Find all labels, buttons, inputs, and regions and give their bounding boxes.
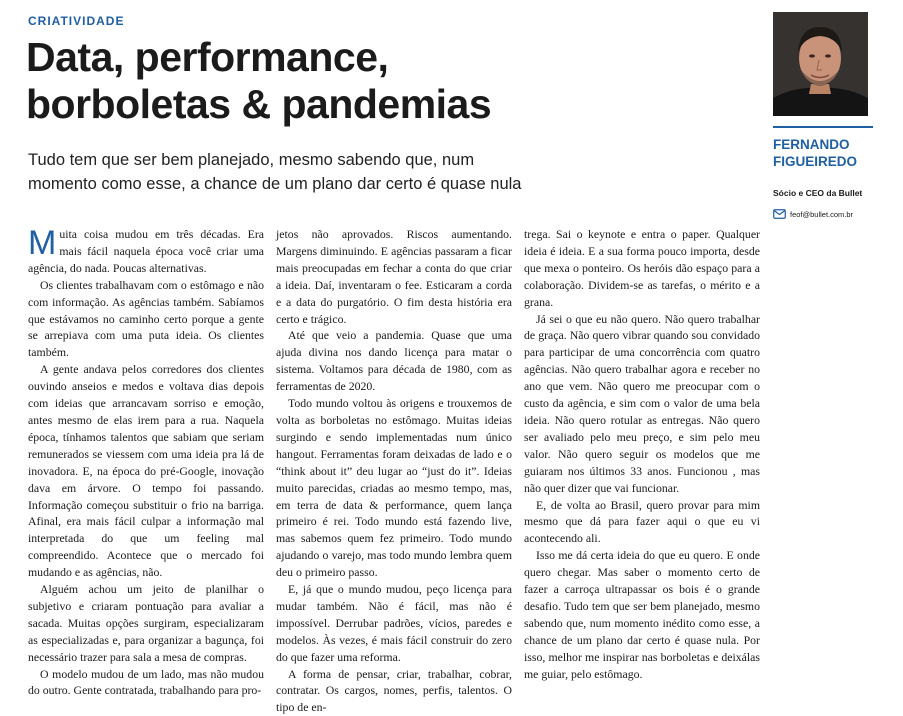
author-role: Sócio e CEO da Bullet [773, 188, 863, 198]
paragraph-7: Até que veio a pandemia. Quase que uma ajuda divina nos dando licença para matar o sistema. Voltamos para década de 1980, com as ferramentas de 2020. [276, 328, 512, 394]
paragraph-9: E, já que o mundo mudou, peço licença para mudar também. Não é fácil, mas não é impossível. Derrubar padrões, vícios, paredes e modelos. Às vezes, é mais fácil construir do zero do que fazer uma reforma. [276, 582, 512, 664]
paragraph-1-text: uita coisa mudou em três décadas. Era mais fácil naquela época você criar uma agência, do nada. Poucas alternativas. [28, 227, 264, 275]
drop-cap: M [28, 224, 57, 262]
title-line-1: Data, performance, [26, 34, 389, 80]
article-column-2 [276, 226, 512, 715]
author-first-name: FERNANDO [773, 137, 850, 152]
paragraph-14: Isso me dá certa ideia do que eu quero. E onde quero chegar. Mas saber o momento certo de fazer a carroça ultrapassar os bois é o grande desafio. Tudo tem que ser bem planejado, mesmo sabendo que, num momento inédito como esse, a chance de um plano dar certo é quase nula. Por isso, melhor me inspirar nas borboletas e deixálas me guiar, pelo estômago. [524, 548, 760, 681]
paragraph-6: jetos não aprovados. Riscos aumentando. Margens diminuindo. E agências passaram a ficar mais preocupadas em fechar a conta do que criar a ideia. Daí, inventaram o fee. Esticaram a corda e a data do purgatório. O fim desta história era certo e trágico. [276, 227, 512, 326]
subtitle-line-2: momento como esse, a chance de um plano dar certo é quase nula [28, 175, 522, 193]
article-column-1 [28, 224, 264, 698]
paragraph-8: Todo mundo voltou às origens e trouxemos de volta as borboletas no estômago. Muitas ideias surgindo e sendo implementadas num único hangout. Ferramentas foram deixadas de lado e o “think about it” deu lugar ao “just do it”. Ideias muito parecidas, criadas ao mesmo tempo, mas, em terra de data & performance, quem lança primeiro é rei. Todo mundo está fazendo live, mas sabemos quem fez primeiro. Todo mundo ajudando o varejo, mas todo mundo lembra quem deu o primeiro passo. [276, 396, 512, 580]
article-title [26, 34, 746, 128]
section-label: CRIATIVIDADE [28, 14, 125, 28]
paragraph-4: Alguém achou um jeito de planilhar o subjetivo e criaram pontuação para avaliar a sacada. Muitas opções surgiram, especializaram as especializadas e, para organizar a bagunça, foi necessário trazer para sala a mesa de compras. [28, 582, 264, 664]
accent-rule [773, 126, 873, 128]
paragraph-13: E, de volta ao Brasil, quero provar para mim mesmo que dá para fazer aqui o que eu vi acontecendo ali. [524, 497, 760, 546]
author-photo [773, 12, 868, 116]
paragraph-5: O modelo mudou de um lado, mas não mudou do outro. Gente contratada, trabalhando para pro- [28, 666, 264, 698]
author-name [773, 136, 873, 170]
article-body [28, 224, 760, 715]
author-sidebar [773, 12, 873, 219]
article-subtitle [28, 148, 748, 196]
paragraph-2: Os clientes trabalhavam com o estômago e não com informação. As agências também. Sabíamos que estávamos no caminho certo porque a gente se arrepiava com uma puta ideia. Os clientes também. [28, 277, 264, 360]
paragraph-3: A gente andava pelos corredores dos clientes ouvindo anseios e medos e voltava dias depois com ideias que arrancavam sorriso e emoção, antes mesmo de elas irem para a rua. Naquela época, tínhamos talentos que sabiam que seriam remunerados se viessem com uma ideia pra lá de inovadora. E, na época do pré-Google, inovação dava em árvore. O tempo foi passando. Informação começou substituir o frio na barriga. Afinal, era mais fácil culpar a informação mal interpretada do que um feeling mal compreendido. Acontece que o mercado foi mudando e as agências, não. [28, 362, 264, 580]
author-last-name: FIGUEIREDO [773, 154, 858, 169]
title-line-2: borboletas & pandemias [26, 81, 492, 127]
author-email-row [773, 209, 873, 219]
paragraph-11: trega. Sai o keynote e entra o paper. Qualquer ideia é ideia. E a sua forma pouco importa, desde que mexa o ponteiro. Os heróis dão espaço para a colaboração. Dividem-se as tarefas, o mérito e a grana. [524, 227, 760, 309]
subtitle-line-1: Tudo tem que ser bem planejado, mesmo sabendo que, num [28, 151, 475, 169]
envelope-icon [773, 209, 786, 219]
paragraph-1 [28, 226, 264, 277]
paragraph-12: Já sei o que eu não quero. Não quero trabalhar de graça. Não quero vibrar quando sou convidado para participar de uma concorrência com quatro agências. Não quero trabalhar agora e receber no ano que vem. Não quero me preocupar com o custo da agência, e sim com o valor de uma bela ideia. Não quero rotular as entregas. Não quero ser avaliado pelo meu preço, e sim pelo meu valor. Não quero seguir os modelos que me guiaram nos últimos 33 anos. Funcionou , mas não quer dizer que vai funcionar. [524, 311, 760, 495]
paragraph-10: A forma de pensar, criar, trabalhar, cobrar, contratar. Os cargos, nomes, perfis, talentos. O tipo de en- [276, 666, 512, 715]
article-column-3 [524, 226, 760, 681]
author-email[interactable]: feof@bullet.com.br [790, 209, 854, 219]
